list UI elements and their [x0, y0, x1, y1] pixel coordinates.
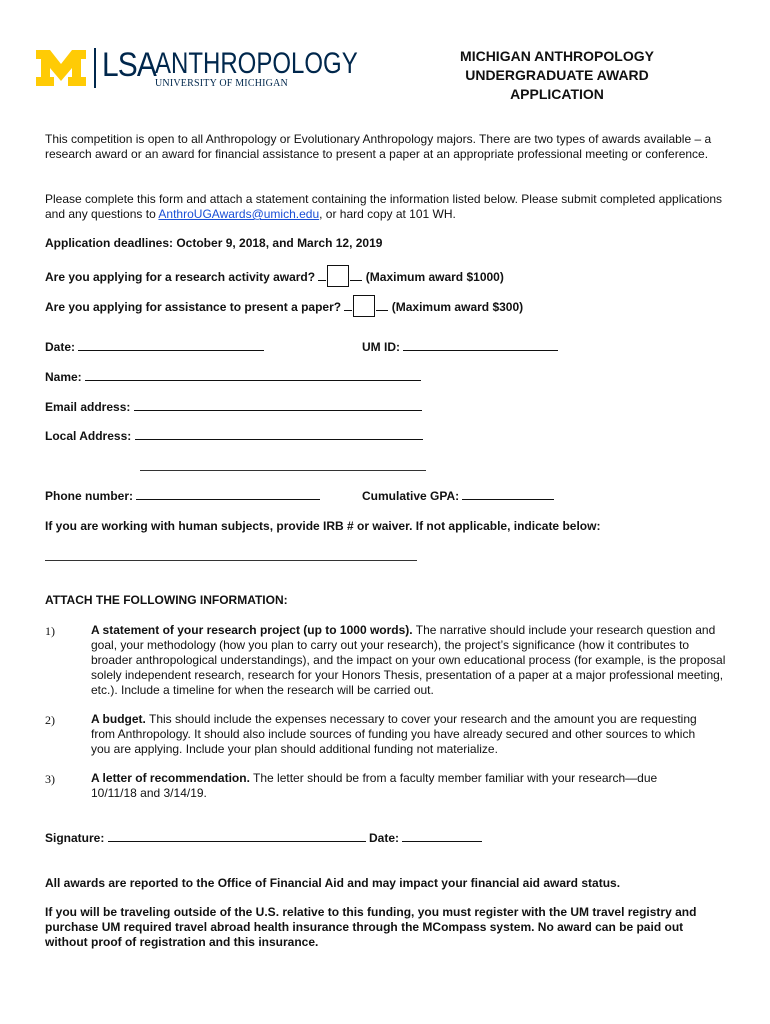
item-number: 1): [45, 624, 55, 638]
email-link[interactable]: AnthroUGAwards@umich.edu: [158, 207, 320, 221]
signature-date-input-line[interactable]: [402, 831, 482, 842]
research-award-checkbox[interactable]: [327, 265, 349, 287]
name-input-line[interactable]: [85, 370, 421, 381]
travel-notice: If you will be traveling outside of the U.S. relative to this funding, you must register with the UM travel registry and purchase UM required travel abroad health insurance through the MCompass system. No award can be paid out without proof of registration and this insurance.: [45, 905, 697, 949]
email-input-line[interactable]: [134, 400, 422, 411]
attach-item-letter: A letter of recommendation. The letter should be from a faculty member familiar with your research—due 10/11/18 and 3/14/19.: [91, 771, 658, 800]
intro-paragraph: This competition is open to all Anthropology or Evolutionary Anthropology majors. There are two types of awards available – a research award or an award for financial assistance to present a paper at an appropriate professional meeting or conference.: [45, 132, 712, 161]
name-field: Name:: [45, 370, 421, 385]
paper-assistance-checkbox[interactable]: [353, 295, 375, 317]
local-address-input-line-1[interactable]: [135, 429, 423, 440]
signature-field: Signature: Date:: [45, 831, 482, 846]
phone-input-line[interactable]: [136, 489, 320, 500]
logo-lsa: LSA: [102, 46, 156, 84]
application-deadlines: Application deadlines: October 9, 2018, and March 12, 2019: [45, 236, 383, 250]
research-award-question: Are you applying for a research activity award? (Maximum award $1000): [45, 265, 504, 287]
irb-input-line[interactable]: [45, 560, 417, 561]
attach-item-budget: A budget. This should include the expenses necessary to cover your research and the amount you are requesting from Anthropology. It should also include sources of funding you have already secured and other sources to which you are applying. Include your plan should additional funding not materialize.: [91, 712, 697, 756]
umid-field: UM ID:: [362, 340, 558, 355]
logo-divider: [94, 48, 96, 88]
attach-heading: ATTACH THE FOLLOWING INFORMATION:: [45, 593, 288, 607]
gpa-field: Cumulative GPA:: [362, 489, 554, 504]
umid-input-line[interactable]: [403, 340, 558, 351]
block-m-logo: [36, 50, 86, 86]
page-title: MICHIGAN ANTHROPOLOGY UNDERGRADUATE AWARD APPLICATION: [460, 48, 654, 102]
gpa-input-line[interactable]: [462, 489, 554, 500]
logo-university: UNIVERSITY OF MICHIGAN: [155, 78, 288, 89]
item-number: 3): [45, 772, 55, 786]
phone-field: Phone number:: [45, 489, 320, 504]
paper-assistance-question: Are you applying for assistance to present a paper? (Maximum award $300): [45, 295, 523, 317]
signature-input-line[interactable]: [108, 831, 366, 842]
attach-item-statement: A statement of your research project (up to 1000 words). The narrative should include your research question and goal, your methodology (how you plan to carry out your research), the project’s significance (how it contributes to broader anthropological understandings), and the impact on your own educational process (for example, is the proposal solely independent research, research for your Honors Thesis, presentation of a paper at a major professional meeting, etc.). Include a timeline for when the research will be carried out.: [91, 623, 726, 697]
item-number: 2): [45, 713, 55, 727]
date-input-line[interactable]: [78, 340, 264, 351]
email-field: Email address:: [45, 400, 422, 415]
submission-paragraph: Please complete this form and attach a statement containing the information listed below. Please submit completed applications and any questions to AnthroUGAwards@umich.edu, or hard copy at 101 WH.: [45, 192, 723, 221]
logo-department: ANTHROPOLOGY: [155, 47, 358, 80]
local-address-field: Local Address:: [45, 429, 423, 444]
irb-question: If you are working with human subjects, provide IRB # or waiver. If not applicable, indicate below:: [45, 519, 601, 533]
local-address-input-line-2[interactable]: [140, 470, 426, 471]
date-field: Date:: [45, 340, 264, 355]
financial-aid-notice: All awards are reported to the Office of Financial Aid and may impact your financial aid award status.: [45, 876, 621, 890]
